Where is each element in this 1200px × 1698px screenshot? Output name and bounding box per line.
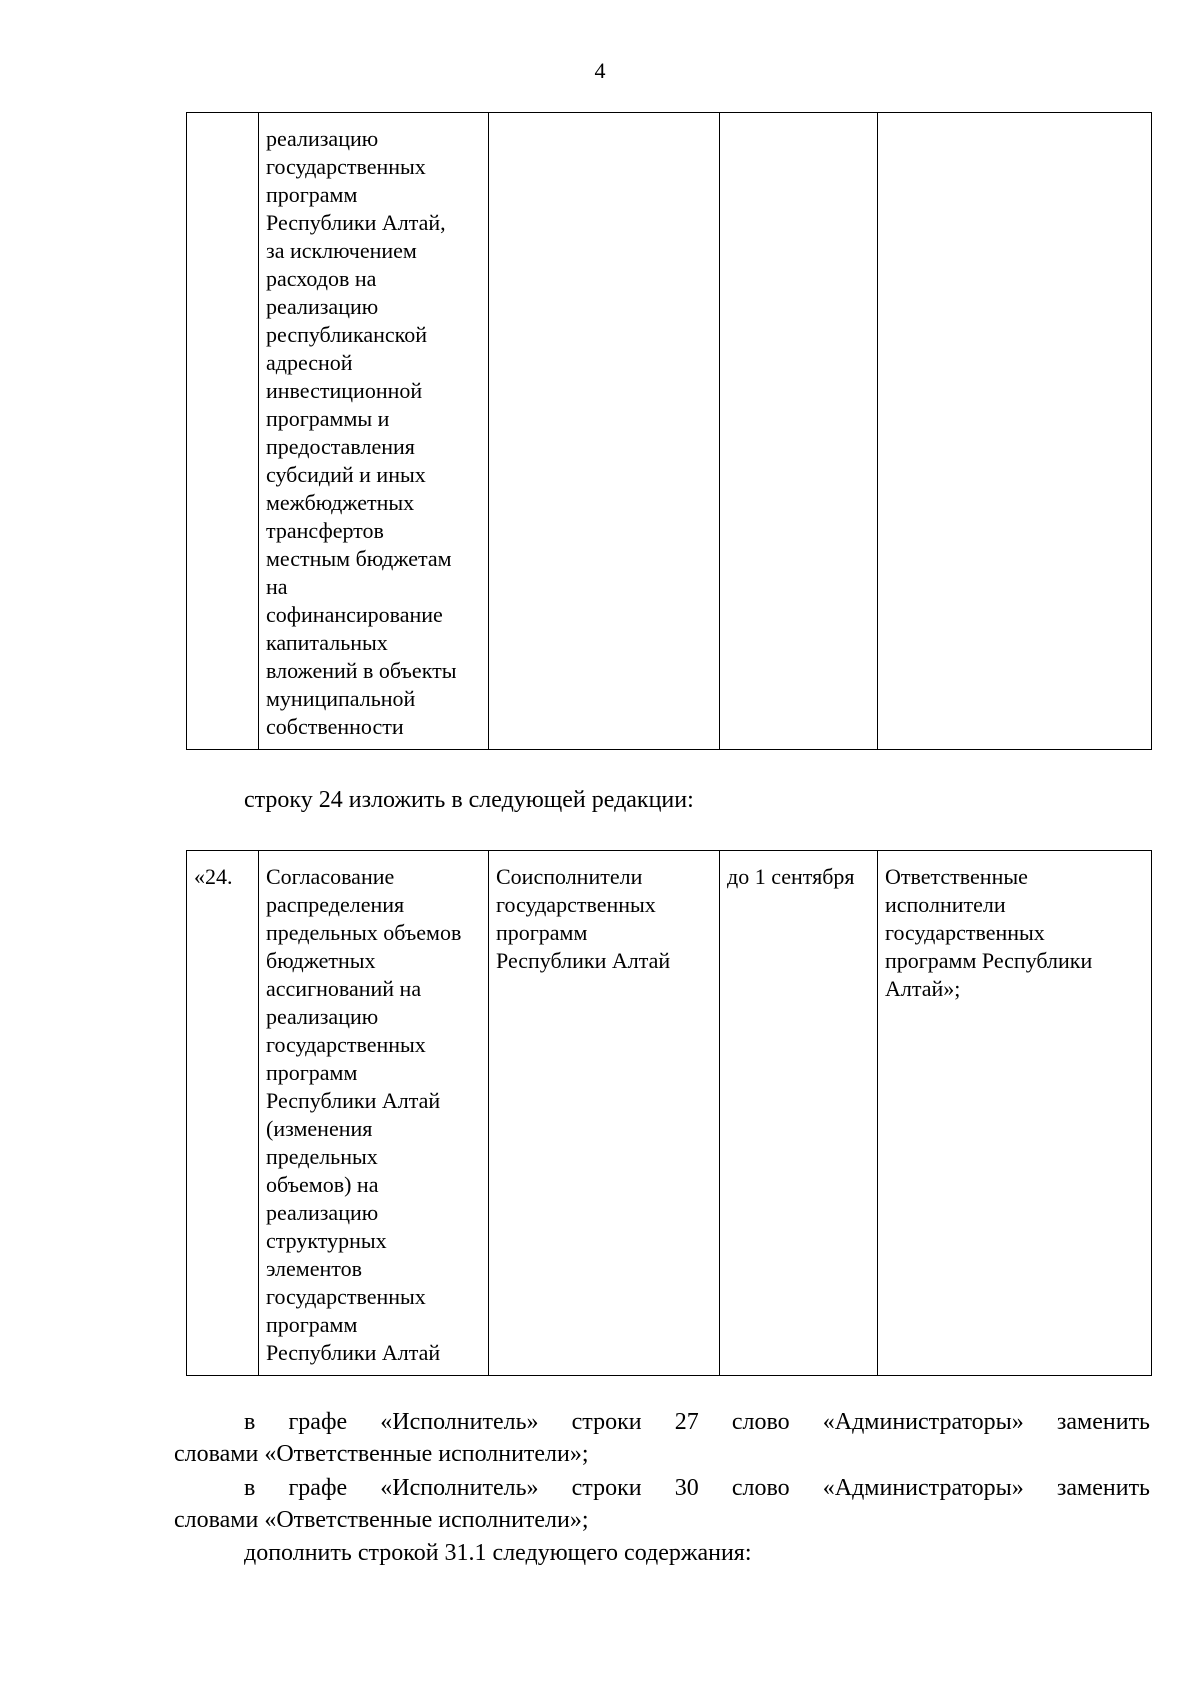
cell-line: ассигнований на [266, 976, 422, 1001]
table-row [187, 851, 1152, 1376]
cell-line: программ Республики [885, 948, 1093, 973]
cell-line: программ [266, 1060, 358, 1085]
cell-line: программы и [266, 406, 390, 431]
cell-line: Республики Алтай [266, 1088, 441, 1113]
cell-line: реализацию [266, 126, 379, 151]
cell-action-text [266, 863, 481, 1367]
cell-line: расходов на [266, 266, 377, 291]
table-continuation [186, 112, 1152, 750]
cell-line: вложений в объекты [266, 658, 457, 683]
cell-participants-text [496, 863, 712, 975]
cell-action [259, 851, 489, 1376]
cell-deadline [720, 113, 878, 750]
cell-executor [878, 113, 1152, 750]
cell-action [259, 113, 489, 750]
cell-number [187, 113, 259, 750]
cell-line: программ [266, 1312, 358, 1337]
cell-line: реализацию [266, 294, 379, 319]
cell-line: государственных [266, 1284, 426, 1309]
table-row-24 [186, 850, 1152, 1376]
amendment-2-line-2: словами «Ответственные исполнители»; [174, 1507, 589, 1533]
deadline-text: до 1 сентября [727, 864, 855, 889]
cell-line: государственных [496, 892, 656, 917]
cell-line: программ [496, 920, 588, 945]
cell-deadline [720, 851, 878, 1376]
intro-line: строку 24 изложить в следующей редакции: [244, 787, 694, 813]
cell-line: на [266, 574, 288, 599]
cell-number: «24. [187, 851, 259, 1376]
cell-line: предельных объемов [266, 920, 462, 945]
table-row [187, 113, 1152, 750]
cell-deadline-text [727, 863, 870, 891]
cell-participants [489, 851, 720, 1376]
cell-line: Согласование [266, 864, 395, 889]
cell-line: Алтай»; [885, 976, 961, 1001]
cell-line: капитальных [266, 630, 388, 655]
cell-line: Ответственные [885, 864, 1028, 889]
cell-line: местным бюджетам [266, 546, 452, 571]
cell-line: бюджетных [266, 948, 376, 973]
cell-line: республиканской [266, 322, 427, 347]
cell-line: распределения [266, 892, 405, 917]
cell-action-text [266, 125, 481, 741]
cell-line: муниципальной [266, 686, 416, 711]
cell-line: за исключением [266, 238, 417, 263]
cell-line: собственности [266, 714, 404, 739]
cell-line: реализацию [266, 1004, 379, 1029]
page-number: 4 [594, 58, 606, 83]
cell-line: Соисполнители [496, 864, 643, 889]
cell-line: предоставления [266, 434, 415, 459]
cell-line: исполнители [885, 892, 1006, 917]
cell-line: (изменения [266, 1116, 373, 1141]
cell-line: объемов) на [266, 1172, 379, 1197]
amendment-1-line-1: в графе «Исполнитель» строки 27 слово «Администраторы» заменить [244, 1409, 1150, 1435]
cell-line: реализацию [266, 1200, 379, 1225]
cell-line: предельных [266, 1144, 378, 1169]
cell-line: программ [266, 182, 358, 207]
cell-line: элементов [266, 1256, 362, 1281]
cell-line: Республики Алтай [266, 1340, 441, 1365]
cell-line: структурных [266, 1228, 387, 1253]
cell-line: Республики Алтай [496, 948, 671, 973]
cell-line: межбюджетных [266, 490, 415, 515]
amendment-1-line-2: словами «Ответственные исполнители»; [174, 1441, 589, 1467]
cell-line: софинансирование [266, 602, 443, 627]
cell-line: инвестиционной [266, 378, 423, 403]
cell-participants [489, 113, 720, 750]
cell-line: государственных [266, 154, 426, 179]
cell-executor [878, 851, 1152, 1376]
cell-line: государственных [266, 1032, 426, 1057]
amendment-3: дополнить строкой 31.1 следующего содержания: [244, 1540, 752, 1566]
cell-executor-text [885, 863, 1144, 1003]
cell-line: Республики Алтай, [266, 210, 446, 235]
cell-line: трансфертов [266, 518, 384, 543]
cell-line: государственных [885, 920, 1045, 945]
amendment-2-line-1: в графе «Исполнитель» строки 30 слово «Администраторы» заменить [244, 1475, 1150, 1501]
cell-line: субсидий и иных [266, 462, 426, 487]
cell-line: адресной [266, 350, 353, 375]
